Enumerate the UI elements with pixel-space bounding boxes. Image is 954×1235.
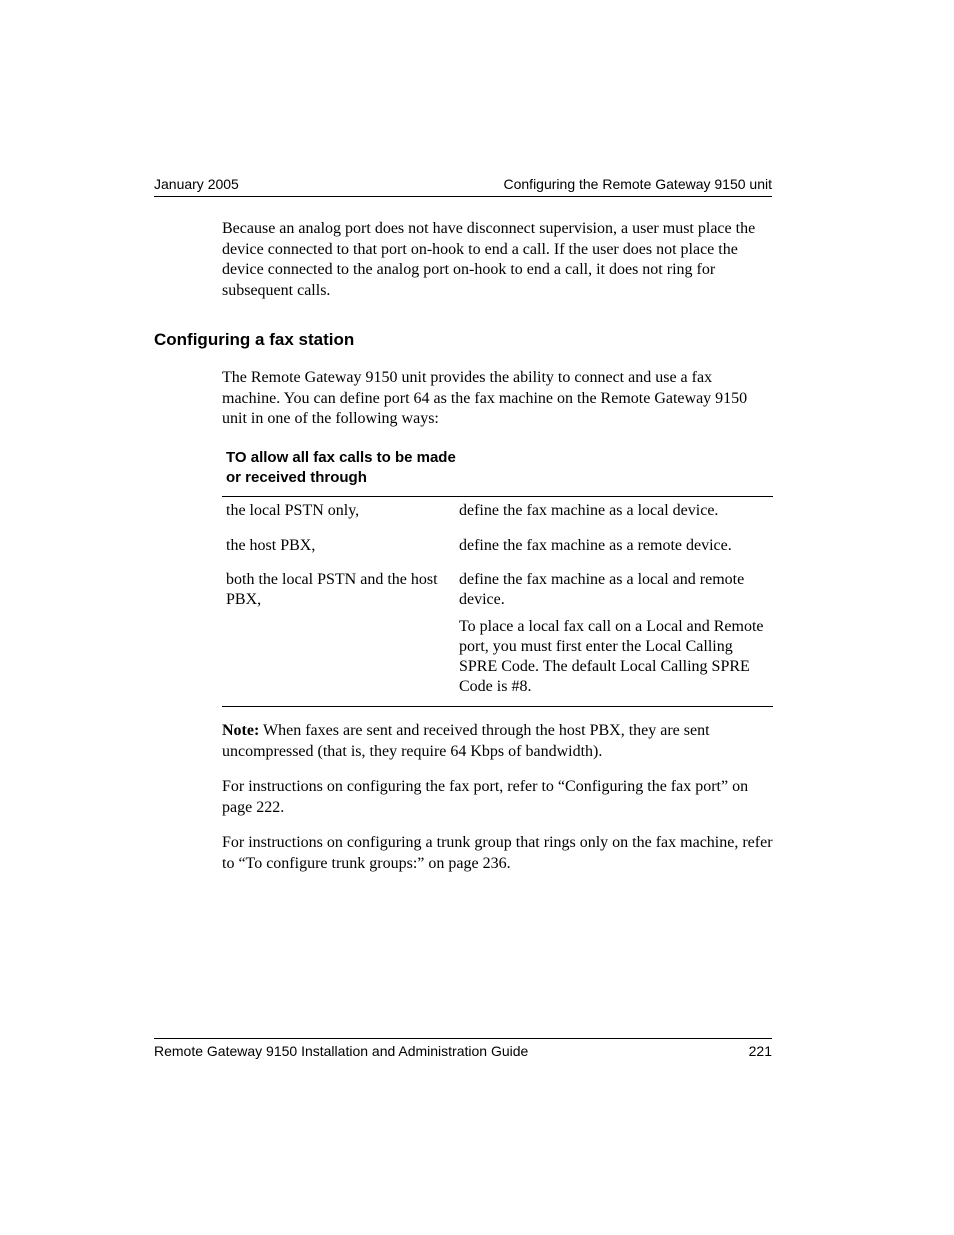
page-header [154,174,772,197]
section-paragraph: The Remote Gateway 9150 unit provides the ability to connect and use a fax machine. You can define port 64 as the fax machine on the Remote Gateway 9150 unit in one of the following ways: [222,369,748,427]
trunk-group-paragraph: For instructions on configuring a trunk group that rings only on the fax machine, refer to “To configure trunk groups:” on page 236. [222,834,773,872]
row-action: define the fax machine as a remote device. [459,537,732,554]
row-action: define the fax machine as a local device. [459,502,719,519]
note-label: Note: [222,722,260,739]
table-header-label: TO allow all fax calls to be made or received through [226,449,456,486]
footer-page-number: 221 [748,1043,772,1059]
row-extra-note: To place a local fax call on a Local and Remote port, you must first enter the Local Calling SPRE Code. The default Local Calling SPRE Code is #8. [459,618,764,695]
row-condition: the local PSTN only, [226,502,360,519]
fax-options-table [222,448,773,695]
header-chapter-title: Configuring the Remote Gateway 9150 unit [503,176,772,192]
table-header-row [222,448,773,497]
note-text: When faxes are sent and received through the host PBX, they are sent uncompressed (that is, they require 64 Kbps of bandwidth). [222,722,710,760]
table-bottom-rule [222,706,773,707]
row-condition: both the local PSTN and the host PBX, [226,571,438,608]
fax-port-paragraph: For instructions on configuring the fax port, refer to “Configuring the fax port” on page 222. [222,778,749,816]
section-heading: Configuring a fax station [154,330,355,349]
note-paragraph [222,721,774,762]
footer-guide-title: Remote Gateway 9150 Installation and Administration Guide [154,1043,529,1059]
row-action: define the fax machine as a local and remote device. [459,571,745,608]
header-date: January 2005 [154,176,239,192]
page-footer [154,1038,772,1059]
row-condition: the host PBX, [226,537,316,554]
intro-paragraph: Because an analog port does not have disconnect supervision, a user must place the device connected to that port on-hook to end a call. If the user does not place the device connected to the analog port on-hook to end a call, it does not ring for subsequent calls. [222,220,756,299]
